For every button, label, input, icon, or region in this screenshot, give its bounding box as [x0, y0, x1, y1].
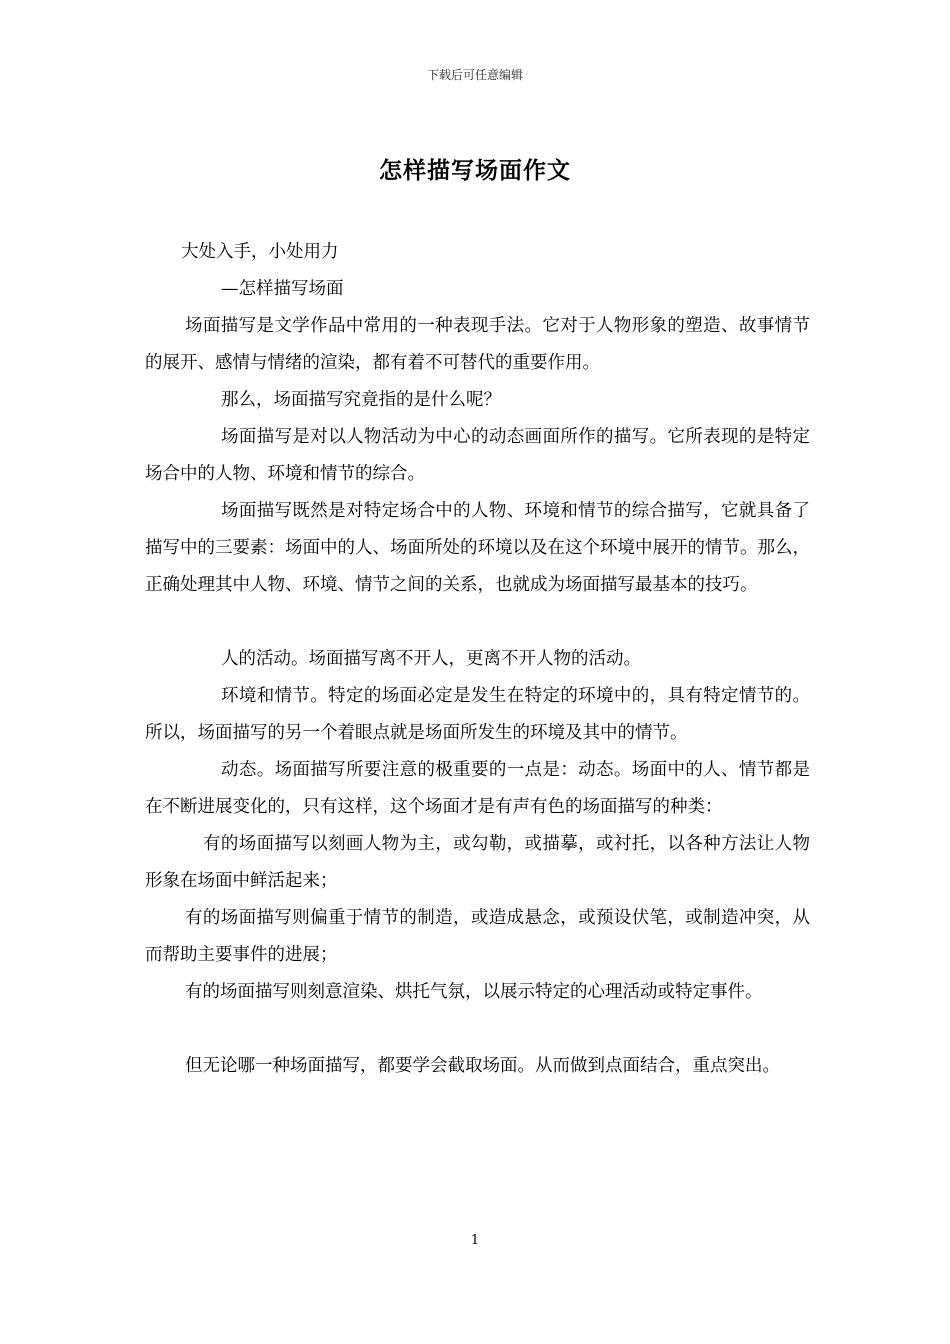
paragraph: 有的场面描写以刻画人物为主，或勾勒，或描摹，或衬托，以各种方法让人物形象在场面中鲜活起来； [145, 834, 810, 891]
paragraph: 环境和情节。特定的场面必定是发生在特定的环境中的，具有特定情节的。所以，场面描写的另一个着眼点就是场面所发生的环境及其中的情节。 [145, 686, 810, 743]
paragraph: 但无论哪一种场面描写，都要学会截取场面。从而做到点面结合，重点突出。 [185, 1056, 780, 1076]
paragraph-subtitle-dash: —怎样描写场面 [221, 279, 344, 299]
paragraph-gap [145, 1011, 810, 1048]
paragraph-subtitle: 大处入手，小处用力 [181, 242, 339, 262]
paragraph: 有的场面描写则偏重于情节的制造，或造成悬念，或预设伏笔，或制造冲突，从而帮助主要事件的进展； [145, 908, 810, 965]
paragraph: 那么，场面描写究竟指的是什么呢？ [221, 390, 501, 410]
paragraph: 场面描写既然是对特定场合中的人物、环境和情节的综合描写，它就具备了描写中的三要素：场面中的人、场面所处的环境以及在这个环境中展开的情节。那么，正确处理其中人物、环境、情节之间的关系，也就成为场面描写最基本的技巧。 [145, 501, 810, 595]
paragraph: 人的活动。场面描写离不开人，更离不开人物的活动。 [221, 649, 641, 669]
document-title: 怎样描写场面作文 [379, 157, 571, 184]
paragraph: 动态。场面描写所要注意的极重要的一点是：动态。场面中的人、情节都是在不断进展变化的，只有这样，这个场面才是有声有色的场面描写的种类： [145, 760, 810, 817]
document-body [145, 234, 810, 1085]
paragraph: 有的场面描写则刻意渲染、烘托气氛，以展示特定的心理活动或特定事件。 [185, 982, 763, 1002]
page-header: 下载后可任意编辑 [426, 68, 523, 82]
paragraph: 场面描写是对以人物活动为中心的动态画面所作的描写。它所表现的是特定场合中的人物、环境和情节的综合。 [145, 427, 810, 484]
paragraph-gap [145, 604, 810, 641]
paragraph: 场面描写是文学作品中常用的一种表现手法。它对于人物形象的塑造、故事情节的展开、感情与情绪的渲染，都有着不可替代的重要作用。 [145, 316, 810, 373]
page-number: 1 [470, 1233, 480, 1248]
